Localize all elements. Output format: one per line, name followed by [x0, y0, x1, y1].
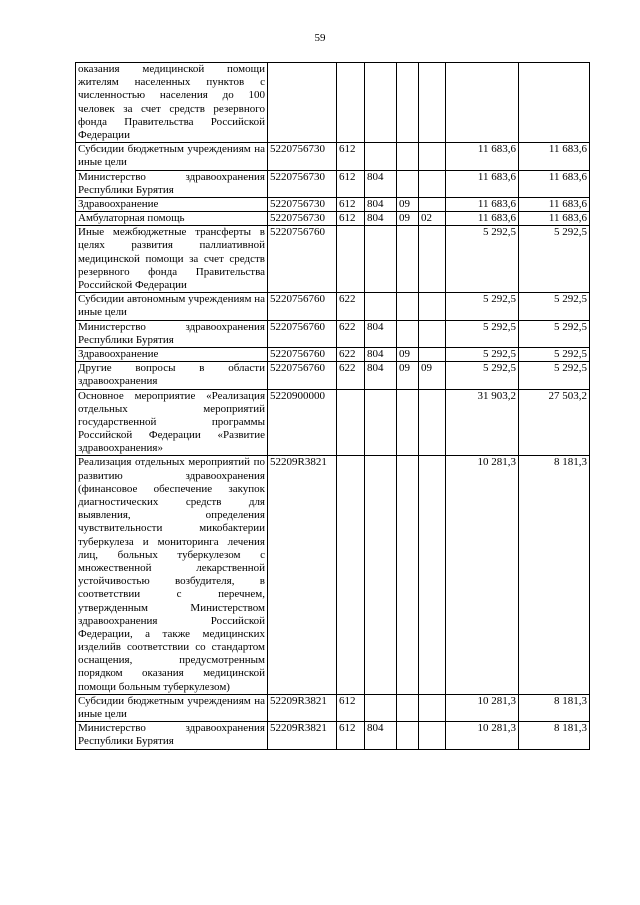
subsection-code-cell — [419, 320, 446, 347]
ministry-code-cell: 804 — [365, 347, 397, 361]
section-code-cell — [397, 320, 419, 347]
page-number: 59 — [314, 32, 326, 44]
amount-first-year-cell: 11 683,6 — [446, 170, 519, 197]
expense-type-code-cell: 622 — [337, 320, 365, 347]
row-name-cell: Субсидии бюджетным учреждениям на иные цели — [76, 694, 268, 721]
section-code-cell: 09 — [397, 347, 419, 361]
subsection-code-cell — [419, 63, 446, 143]
ministry-code-cell — [365, 226, 397, 293]
row-name-cell: Субсидии автономным учреждениям на иные цели — [76, 293, 268, 320]
amount-second-year-cell: 8 181,3 — [519, 722, 590, 749]
amount-first-year-cell: 11 683,6 — [446, 143, 519, 170]
section-code-cell: 09 — [397, 212, 419, 226]
expense-type-code-cell: 622 — [337, 293, 365, 320]
table-row — [76, 143, 590, 170]
amount-first-year-cell: 5 292,5 — [446, 347, 519, 361]
amount-first-year-cell: 10 281,3 — [446, 694, 519, 721]
row-name-cell: Министерство здравоохранения Республики Бурятия — [76, 722, 268, 749]
target-article-code-cell: 5220756760 — [268, 293, 337, 320]
table-row — [76, 293, 590, 320]
row-name-cell: Иные межбюджетные трансферты в целях развития паллиативной медицинской помощи за счет средств резервного фонда Правительства Российской Федерации — [76, 226, 268, 293]
ministry-code-cell: 804 — [365, 362, 397, 389]
amount-first-year-cell: 31 903,2 — [446, 389, 519, 456]
amount-first-year-cell: 5 292,5 — [446, 226, 519, 293]
table-row — [76, 170, 590, 197]
table-row — [76, 722, 590, 749]
ministry-code-cell: 804 — [365, 212, 397, 226]
row-name-cell: Субсидии бюджетным учреждениям на иные цели — [76, 143, 268, 170]
expense-type-code-cell: 612 — [337, 197, 365, 211]
table-row — [76, 347, 590, 361]
amount-first-year-cell: 5 292,5 — [446, 320, 519, 347]
amount-first-year-cell — [446, 63, 519, 143]
ministry-code-cell — [365, 456, 397, 694]
row-name-cell: Здравоохранение — [76, 197, 268, 211]
amount-first-year-cell: 5 292,5 — [446, 362, 519, 389]
ministry-code-cell: 804 — [365, 170, 397, 197]
amount-second-year-cell: 5 292,5 — [519, 362, 590, 389]
target-article-code-cell: 5220756730 — [268, 212, 337, 226]
amount-second-year-cell: 5 292,5 — [519, 293, 590, 320]
row-name-cell: Основное мероприятие «Реализация отдельных мероприятий государственной программы Российской Федерации «Развитие здравоохранения» — [76, 389, 268, 456]
ministry-code-cell — [365, 143, 397, 170]
budget-table — [75, 62, 590, 750]
target-article-code-cell: 5220900000 — [268, 389, 337, 456]
amount-first-year-cell: 11 683,6 — [446, 197, 519, 211]
row-name-cell: Здравоохранение — [76, 347, 268, 361]
amount-second-year-cell: 5 292,5 — [519, 320, 590, 347]
subsection-code-cell — [419, 722, 446, 749]
amount-second-year-cell — [519, 63, 590, 143]
target-article-code-cell: 5220756760 — [268, 347, 337, 361]
subsection-code-cell: 02 — [419, 212, 446, 226]
target-article-code-cell: 5220756760 — [268, 362, 337, 389]
section-code-cell — [397, 456, 419, 694]
row-name-cell: Амбулаторная помощь — [76, 212, 268, 226]
subsection-code-cell — [419, 197, 446, 211]
expense-type-code-cell: 612 — [337, 170, 365, 197]
table-row — [76, 389, 590, 456]
amount-first-year-cell: 10 281,3 — [446, 722, 519, 749]
subsection-code-cell — [419, 293, 446, 320]
expense-type-code-cell: 622 — [337, 347, 365, 361]
expense-type-code-cell: 612 — [337, 722, 365, 749]
subsection-code-cell — [419, 347, 446, 361]
section-code-cell — [397, 143, 419, 170]
section-code-cell — [397, 226, 419, 293]
section-code-cell — [397, 389, 419, 456]
target-article-code-cell: 5220756730 — [268, 143, 337, 170]
target-article-code-cell: 5220756730 — [268, 170, 337, 197]
row-name-cell: Министерство здравоохранения Республики Бурятия — [76, 170, 268, 197]
subsection-code-cell — [419, 170, 446, 197]
section-code-cell: 09 — [397, 362, 419, 389]
subsection-code-cell — [419, 143, 446, 170]
table-row — [76, 694, 590, 721]
ministry-code-cell: 804 — [365, 197, 397, 211]
amount-first-year-cell: 10 281,3 — [446, 456, 519, 694]
section-code-cell — [397, 293, 419, 320]
amount-first-year-cell: 5 292,5 — [446, 293, 519, 320]
amount-second-year-cell: 11 683,6 — [519, 143, 590, 170]
row-name-cell: Другие вопросы в области здравоохранения — [76, 362, 268, 389]
expense-type-code-cell — [337, 226, 365, 293]
amount-second-year-cell: 8 181,3 — [519, 694, 590, 721]
amount-second-year-cell: 5 292,5 — [519, 226, 590, 293]
row-name-cell: Реализация отдельных мероприятий по развитию здравоохранения (финансовое обеспечение закупок диагностических средств для выявления, определения чувствительности микобактерии туберкулеза и мониторинга лечения лиц, больных туберкулезом с множественной лекарственной устойчивостью возбудителя, в соответствии с перечнем, утвержденным Министерством здравоохранения Российской Федерации, а также медицинских изделийв соответствии со стандартом оснащения, предусмотренным порядком оказания медицинской помощи больным туберкулезом) — [76, 456, 268, 694]
expense-type-code-cell: 612 — [337, 694, 365, 721]
target-article-code-cell: 5220756760 — [268, 320, 337, 347]
target-article-code-cell: 52209R3821 — [268, 694, 337, 721]
table-row — [76, 197, 590, 211]
ministry-code-cell — [365, 389, 397, 456]
table-row — [76, 212, 590, 226]
ministry-code-cell: 804 — [365, 722, 397, 749]
table-row — [76, 362, 590, 389]
ministry-code-cell — [365, 694, 397, 721]
expense-type-code-cell — [337, 389, 365, 456]
section-code-cell: 09 — [397, 197, 419, 211]
section-code-cell — [397, 63, 419, 143]
ministry-code-cell — [365, 293, 397, 320]
section-code-cell — [397, 722, 419, 749]
amount-first-year-cell: 11 683,6 — [446, 212, 519, 226]
subsection-code-cell — [419, 456, 446, 694]
section-code-cell — [397, 694, 419, 721]
amount-second-year-cell: 8 181,3 — [519, 456, 590, 694]
table-row — [76, 63, 590, 143]
table-row — [76, 226, 590, 293]
expense-type-code-cell: 622 — [337, 362, 365, 389]
target-article-code-cell: 52209R3821 — [268, 722, 337, 749]
target-article-code-cell: 52209R3821 — [268, 456, 337, 694]
amount-second-year-cell: 11 683,6 — [519, 170, 590, 197]
ministry-code-cell: 804 — [365, 320, 397, 347]
subsection-code-cell — [419, 694, 446, 721]
table-body — [76, 63, 590, 750]
target-article-code-cell: 5220756760 — [268, 226, 337, 293]
expense-type-code-cell: 612 — [337, 143, 365, 170]
expense-type-code-cell — [337, 63, 365, 143]
expense-type-code-cell — [337, 456, 365, 694]
table-row — [76, 320, 590, 347]
amount-second-year-cell: 11 683,6 — [519, 197, 590, 211]
section-code-cell — [397, 170, 419, 197]
amount-second-year-cell: 27 503,2 — [519, 389, 590, 456]
subsection-code-cell — [419, 389, 446, 456]
subsection-code-cell — [419, 226, 446, 293]
subsection-code-cell: 09 — [419, 362, 446, 389]
row-name-cell: Министерство здравоохранения Республики Бурятия — [76, 320, 268, 347]
amount-second-year-cell: 11 683,6 — [519, 212, 590, 226]
target-article-code-cell — [268, 63, 337, 143]
amount-second-year-cell: 5 292,5 — [519, 347, 590, 361]
target-article-code-cell: 5220756730 — [268, 197, 337, 211]
ministry-code-cell — [365, 63, 397, 143]
table-row — [76, 456, 590, 694]
row-name-cell: оказания медицинской помощи жителям населенных пунктов с численностью населения до 100 человек за счет средств резервного фонда Правительства Российской Федерации — [76, 63, 268, 143]
expense-type-code-cell: 612 — [337, 212, 365, 226]
